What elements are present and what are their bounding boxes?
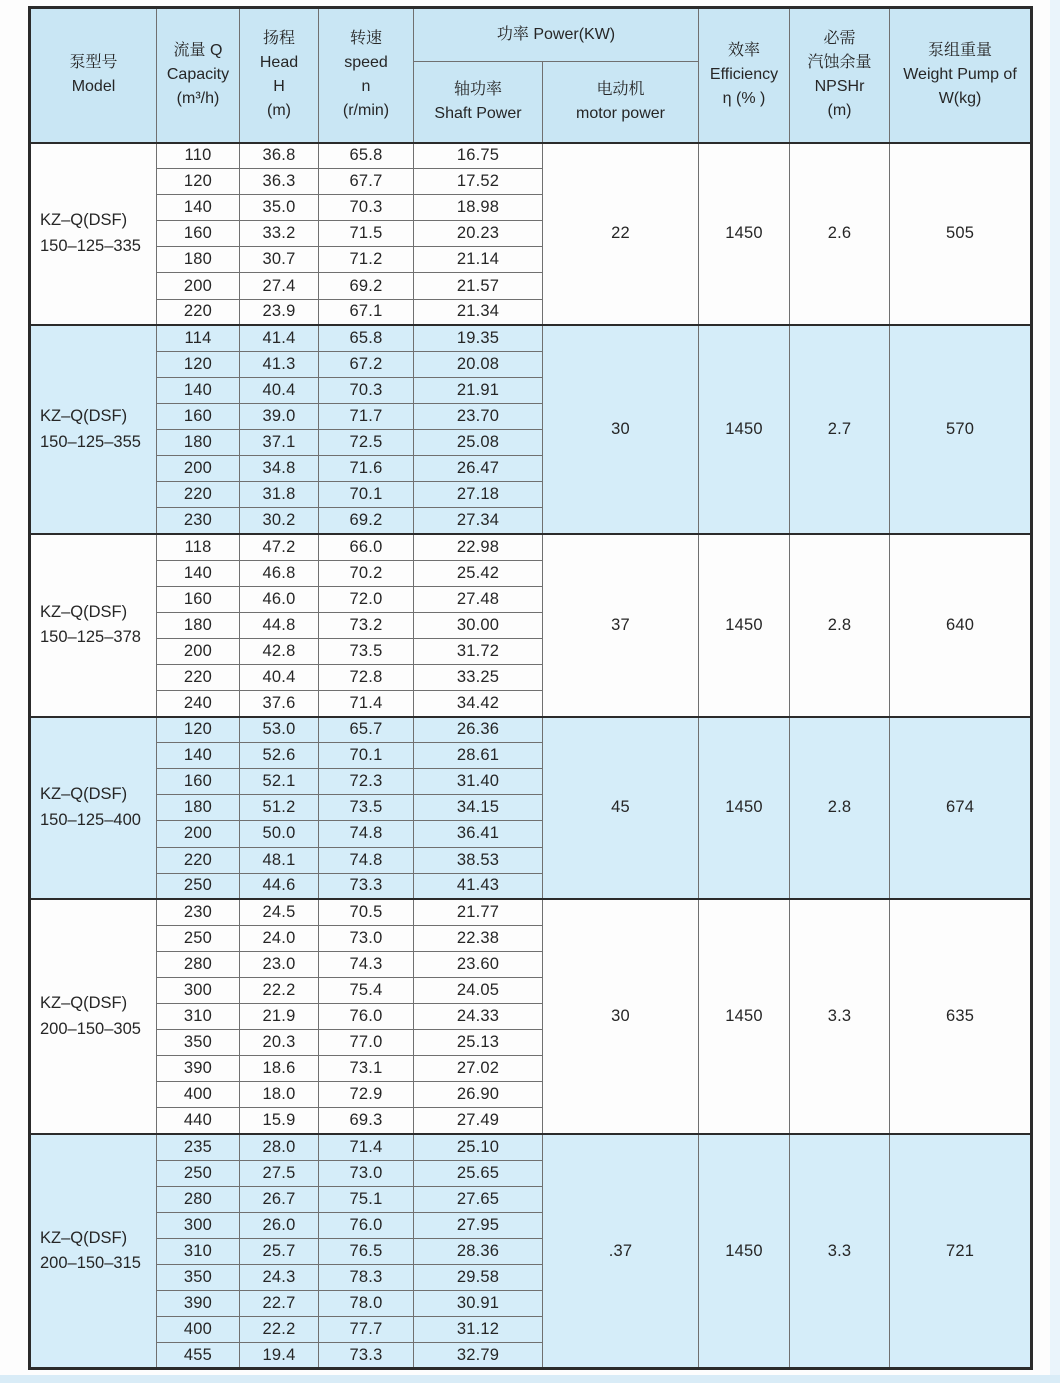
head-cell: 22.2 bbox=[240, 978, 319, 1004]
head-cell: 33.2 bbox=[240, 221, 319, 247]
speed-cell: 71.4 bbox=[319, 1134, 414, 1160]
col-header-head-line: 扬程 bbox=[262, 30, 295, 48]
shaft-power-cell: 28.36 bbox=[414, 1238, 543, 1264]
capacity-cell: 250 bbox=[157, 925, 240, 951]
model-cell-line: 150–125–355 bbox=[40, 432, 141, 451]
col-header-head-line: (m) bbox=[267, 102, 291, 120]
capacity-cell: 240 bbox=[157, 690, 240, 716]
efficiency-cell: 1450 bbox=[699, 717, 790, 900]
col-header-model bbox=[30, 8, 157, 143]
shaft-power-cell: 27.18 bbox=[414, 482, 543, 508]
shaft-power-cell: 23.70 bbox=[414, 403, 543, 429]
npshr-cell: 3.3 bbox=[790, 1134, 890, 1369]
shaft-power-cell: 27.95 bbox=[414, 1212, 543, 1238]
capacity-cell: 180 bbox=[157, 247, 240, 273]
shaft-power-cell: 25.08 bbox=[414, 430, 543, 456]
speed-cell: 77.0 bbox=[319, 1030, 414, 1056]
model-cell bbox=[30, 717, 157, 900]
col-header-npshr-line: (m) bbox=[827, 102, 852, 120]
head-cell: 42.8 bbox=[240, 638, 319, 664]
head-cell: 44.6 bbox=[240, 873, 319, 899]
col-header-speed-line: (r/min) bbox=[342, 102, 390, 120]
weight-cell: 674 bbox=[890, 717, 1032, 900]
capacity-cell: 140 bbox=[157, 377, 240, 403]
model-cell bbox=[30, 143, 157, 326]
speed-cell: 73.1 bbox=[319, 1056, 414, 1082]
shaft-power-cell: 25.13 bbox=[414, 1030, 543, 1056]
head-cell: 50.0 bbox=[240, 821, 319, 847]
capacity-cell: 300 bbox=[157, 978, 240, 1004]
col-header-model-line: 泵型号 bbox=[69, 54, 118, 72]
head-cell: 53.0 bbox=[240, 717, 319, 743]
head-cell: 35.0 bbox=[240, 195, 319, 221]
col-header-shaft-power bbox=[414, 62, 543, 143]
table-row bbox=[30, 325, 1032, 351]
col-header-motor-power bbox=[543, 62, 699, 143]
capacity-cell: 400 bbox=[157, 1082, 240, 1108]
shaft-power-cell: 36.41 bbox=[414, 821, 543, 847]
capacity-cell: 220 bbox=[157, 482, 240, 508]
npshr-cell: 2.8 bbox=[790, 534, 890, 717]
head-cell: 21.9 bbox=[240, 1004, 319, 1030]
col-header-capacity bbox=[157, 8, 240, 143]
motor-power-cell: .37 bbox=[543, 1134, 699, 1369]
capacity-cell: 455 bbox=[157, 1343, 240, 1369]
head-cell: 44.8 bbox=[240, 612, 319, 638]
shaft-power-cell: 27.34 bbox=[414, 508, 543, 534]
npshr-cell: 3.3 bbox=[790, 899, 890, 1134]
shaft-power-cell: 20.08 bbox=[414, 351, 543, 377]
capacity-cell: 200 bbox=[157, 273, 240, 299]
shaft-power-cell: 21.57 bbox=[414, 273, 543, 299]
speed-cell: 73.5 bbox=[319, 795, 414, 821]
model-cell-line: 200–150–305 bbox=[40, 1019, 141, 1038]
shaft-power-cell: 27.65 bbox=[414, 1186, 543, 1212]
speed-cell: 70.2 bbox=[319, 560, 414, 586]
weight-cell: 635 bbox=[890, 899, 1032, 1134]
capacity-cell: 160 bbox=[157, 221, 240, 247]
speed-cell: 74.8 bbox=[319, 847, 414, 873]
col-header-speed-line: speed bbox=[344, 54, 388, 72]
head-cell: 18.0 bbox=[240, 1082, 319, 1108]
head-cell: 22.2 bbox=[240, 1317, 319, 1343]
capacity-cell: 235 bbox=[157, 1134, 240, 1160]
table-header bbox=[30, 8, 1032, 143]
npshr-cell: 2.7 bbox=[790, 325, 890, 534]
col-header-head-line: Head bbox=[259, 54, 299, 72]
shaft-power-cell: 20.23 bbox=[414, 221, 543, 247]
shaft-power-cell: 26.47 bbox=[414, 456, 543, 482]
capacity-cell: 440 bbox=[157, 1108, 240, 1134]
capacity-cell: 180 bbox=[157, 612, 240, 638]
shaft-power-cell: 22.98 bbox=[414, 534, 543, 560]
speed-cell: 70.1 bbox=[319, 743, 414, 769]
capacity-cell: 120 bbox=[157, 717, 240, 743]
model-cell-line: KZ–Q(DSF) bbox=[40, 602, 128, 621]
model-cell-line: KZ–Q(DSF) bbox=[40, 994, 128, 1013]
shaft-power-cell: 31.12 bbox=[414, 1317, 543, 1343]
speed-cell: 70.5 bbox=[319, 899, 414, 925]
speed-cell: 78.0 bbox=[319, 1291, 414, 1317]
shaft-power-cell: 21.77 bbox=[414, 899, 543, 925]
col-header-npshr-line: 汽蚀余量 bbox=[807, 54, 872, 72]
speed-cell: 76.5 bbox=[319, 1238, 414, 1264]
capacity-cell: 220 bbox=[157, 664, 240, 690]
shaft-power-cell: 19.35 bbox=[414, 325, 543, 351]
shaft-power-cell: 34.15 bbox=[414, 795, 543, 821]
speed-cell: 67.7 bbox=[319, 169, 414, 195]
speed-cell: 74.8 bbox=[319, 821, 414, 847]
col-header-capacity-line: (m³/h) bbox=[176, 90, 220, 108]
weight-cell: 570 bbox=[890, 325, 1032, 534]
shaft-power-cell: 27.02 bbox=[414, 1056, 543, 1082]
capacity-cell: 280 bbox=[157, 1186, 240, 1212]
head-cell: 47.2 bbox=[240, 534, 319, 560]
shaft-power-cell: 38.53 bbox=[414, 847, 543, 873]
speed-cell: 67.2 bbox=[319, 351, 414, 377]
col-header-weight-line: W(kg) bbox=[938, 90, 982, 108]
shaft-power-cell: 41.43 bbox=[414, 873, 543, 899]
shaft-power-cell: 29.58 bbox=[414, 1265, 543, 1291]
capacity-cell: 110 bbox=[157, 143, 240, 169]
head-cell: 34.8 bbox=[240, 456, 319, 482]
capacity-cell: 350 bbox=[157, 1265, 240, 1291]
head-cell: 27.5 bbox=[240, 1160, 319, 1186]
header-row bbox=[30, 8, 1032, 62]
speed-cell: 70.3 bbox=[319, 377, 414, 403]
speed-cell: 72.3 bbox=[319, 769, 414, 795]
speed-cell: 72.5 bbox=[319, 430, 414, 456]
motor-power-cell: 45 bbox=[543, 717, 699, 900]
weight-cell: 640 bbox=[890, 534, 1032, 717]
weight-cell: 505 bbox=[890, 143, 1032, 326]
shaft-power-cell: 16.75 bbox=[414, 143, 543, 169]
col-header-shaft-power-line: 轴功率 bbox=[453, 80, 502, 98]
head-cell: 24.0 bbox=[240, 925, 319, 951]
weight-cell: 721 bbox=[890, 1134, 1032, 1369]
head-cell: 24.3 bbox=[240, 1265, 319, 1291]
head-cell: 27.4 bbox=[240, 273, 319, 299]
npshr-cell: 2.6 bbox=[790, 143, 890, 326]
head-cell: 31.8 bbox=[240, 482, 319, 508]
model-cell-line: 200–150–315 bbox=[40, 1254, 141, 1273]
col-header-head bbox=[240, 8, 319, 143]
pump-spec-table bbox=[28, 6, 1033, 1370]
head-cell: 51.2 bbox=[240, 795, 319, 821]
capacity-cell: 120 bbox=[157, 351, 240, 377]
speed-cell: 65.8 bbox=[319, 325, 414, 351]
shaft-power-cell: 26.90 bbox=[414, 1082, 543, 1108]
capacity-cell: 160 bbox=[157, 586, 240, 612]
shaft-power-cell: 32.79 bbox=[414, 1343, 543, 1369]
speed-cell: 71.7 bbox=[319, 403, 414, 429]
shaft-power-cell: 26.36 bbox=[414, 717, 543, 743]
capacity-cell: 114 bbox=[157, 325, 240, 351]
head-cell: 25.7 bbox=[240, 1238, 319, 1264]
speed-cell: 70.3 bbox=[319, 195, 414, 221]
shaft-power-cell: 33.25 bbox=[414, 664, 543, 690]
speed-cell: 76.0 bbox=[319, 1212, 414, 1238]
speed-cell: 71.2 bbox=[319, 247, 414, 273]
capacity-cell: 310 bbox=[157, 1238, 240, 1264]
table-body bbox=[30, 143, 1032, 1369]
col-header-head-line: H bbox=[273, 78, 285, 96]
speed-cell: 76.0 bbox=[319, 1004, 414, 1030]
head-cell: 28.0 bbox=[240, 1134, 319, 1160]
speed-cell: 73.2 bbox=[319, 612, 414, 638]
efficiency-cell: 1450 bbox=[699, 899, 790, 1134]
model-cell-line: KZ–Q(DSF) bbox=[40, 1228, 128, 1247]
efficiency-cell: 1450 bbox=[699, 143, 790, 326]
head-cell: 26.0 bbox=[240, 1212, 319, 1238]
col-header-weight-line: Weight Pump of bbox=[903, 66, 1017, 84]
capacity-cell: 390 bbox=[157, 1056, 240, 1082]
shaft-power-cell: 24.33 bbox=[414, 1004, 543, 1030]
col-header-npshr-line: 必需 bbox=[823, 30, 856, 48]
speed-cell: 73.0 bbox=[319, 925, 414, 951]
shaft-power-cell: 24.05 bbox=[414, 978, 543, 1004]
speed-cell: 72.8 bbox=[319, 664, 414, 690]
table-row bbox=[30, 1134, 1032, 1160]
col-header-speed-line: n bbox=[361, 78, 371, 96]
speed-cell: 72.9 bbox=[319, 1082, 414, 1108]
head-cell: 22.7 bbox=[240, 1291, 319, 1317]
speed-cell: 66.0 bbox=[319, 534, 414, 560]
bottom-margin-strip bbox=[0, 1375, 1060, 1383]
speed-cell: 74.3 bbox=[319, 951, 414, 977]
speed-cell: 69.2 bbox=[319, 273, 414, 299]
speed-cell: 72.0 bbox=[319, 586, 414, 612]
col-header-motor-power-line: motor power bbox=[576, 104, 665, 122]
shaft-power-cell: 21.34 bbox=[414, 299, 543, 325]
col-header-weight bbox=[890, 8, 1032, 143]
right-margin-strip bbox=[1050, 0, 1060, 1383]
head-cell: 41.4 bbox=[240, 325, 319, 351]
capacity-cell: 250 bbox=[157, 873, 240, 899]
head-cell: 52.6 bbox=[240, 743, 319, 769]
speed-cell: 73.0 bbox=[319, 1160, 414, 1186]
capacity-cell: 200 bbox=[157, 456, 240, 482]
col-header-model-line: Model bbox=[71, 78, 116, 96]
head-cell: 30.7 bbox=[240, 247, 319, 273]
head-cell: 24.5 bbox=[240, 899, 319, 925]
head-cell: 19.4 bbox=[240, 1343, 319, 1369]
table-row bbox=[30, 534, 1032, 560]
shaft-power-cell: 31.40 bbox=[414, 769, 543, 795]
col-header-npshr-line: NPSHr bbox=[814, 78, 865, 96]
capacity-cell: 220 bbox=[157, 847, 240, 873]
motor-power-cell: 30 bbox=[543, 325, 699, 534]
head-cell: 41.3 bbox=[240, 351, 319, 377]
shaft-power-cell: 18.98 bbox=[414, 195, 543, 221]
col-header-motor-power-line: 电动机 bbox=[596, 80, 645, 98]
motor-power-cell: 30 bbox=[543, 899, 699, 1134]
model-cell bbox=[30, 534, 157, 717]
capacity-cell: 220 bbox=[157, 299, 240, 325]
speed-cell: 75.4 bbox=[319, 978, 414, 1004]
table-row bbox=[30, 143, 1032, 169]
capacity-cell: 120 bbox=[157, 169, 240, 195]
npshr-cell: 2.8 bbox=[790, 717, 890, 900]
shaft-power-cell: 22.38 bbox=[414, 925, 543, 951]
speed-cell: 71.6 bbox=[319, 456, 414, 482]
shaft-power-cell: 17.52 bbox=[414, 169, 543, 195]
col-header-speed bbox=[319, 8, 414, 143]
shaft-power-cell: 31.72 bbox=[414, 638, 543, 664]
head-cell: 52.1 bbox=[240, 769, 319, 795]
col-header-speed-line: 转速 bbox=[349, 30, 382, 48]
speed-cell: 77.7 bbox=[319, 1317, 414, 1343]
head-cell: 46.8 bbox=[240, 560, 319, 586]
model-cell bbox=[30, 899, 157, 1134]
capacity-cell: 310 bbox=[157, 1004, 240, 1030]
efficiency-cell: 1450 bbox=[699, 534, 790, 717]
col-header-efficiency bbox=[699, 8, 790, 143]
speed-cell: 69.2 bbox=[319, 508, 414, 534]
head-cell: 18.6 bbox=[240, 1056, 319, 1082]
capacity-cell: 118 bbox=[157, 534, 240, 560]
head-cell: 48.1 bbox=[240, 847, 319, 873]
shaft-power-cell: 27.48 bbox=[414, 586, 543, 612]
speed-cell: 78.3 bbox=[319, 1265, 414, 1291]
head-cell: 23.9 bbox=[240, 299, 319, 325]
head-cell: 30.2 bbox=[240, 508, 319, 534]
col-header-efficiency-line: 效率 bbox=[728, 42, 761, 60]
model-cell-line: KZ–Q(DSF) bbox=[40, 211, 128, 230]
head-cell: 37.1 bbox=[240, 430, 319, 456]
col-header-power-group: 功率 Power(KW) bbox=[414, 8, 699, 62]
col-header-shaft-power-line: Shaft Power bbox=[434, 104, 522, 122]
model-cell-line: KZ–Q(DSF) bbox=[40, 785, 128, 804]
col-header-weight-line: 泵组重量 bbox=[928, 42, 993, 60]
model-cell bbox=[30, 1134, 157, 1369]
capacity-cell: 300 bbox=[157, 1212, 240, 1238]
shaft-power-cell: 28.61 bbox=[414, 743, 543, 769]
capacity-cell: 180 bbox=[157, 430, 240, 456]
head-cell: 46.0 bbox=[240, 586, 319, 612]
speed-cell: 71.4 bbox=[319, 690, 414, 716]
efficiency-cell: 1450 bbox=[699, 1134, 790, 1369]
head-cell: 26.7 bbox=[240, 1186, 319, 1212]
efficiency-cell: 1450 bbox=[699, 325, 790, 534]
head-cell: 36.3 bbox=[240, 169, 319, 195]
head-cell: 37.6 bbox=[240, 690, 319, 716]
capacity-cell: 230 bbox=[157, 899, 240, 925]
capacity-cell: 160 bbox=[157, 769, 240, 795]
shaft-power-cell: 30.00 bbox=[414, 612, 543, 638]
head-cell: 39.0 bbox=[240, 403, 319, 429]
capacity-cell: 350 bbox=[157, 1030, 240, 1056]
motor-power-cell: 37 bbox=[543, 534, 699, 717]
capacity-cell: 140 bbox=[157, 743, 240, 769]
model-cell bbox=[30, 325, 157, 534]
head-cell: 40.4 bbox=[240, 377, 319, 403]
shaft-power-cell: 21.14 bbox=[414, 247, 543, 273]
capacity-cell: 140 bbox=[157, 560, 240, 586]
speed-cell: 71.5 bbox=[319, 221, 414, 247]
col-header-npshr bbox=[790, 8, 890, 143]
head-cell: 15.9 bbox=[240, 1108, 319, 1134]
speed-cell: 73.3 bbox=[319, 873, 414, 899]
shaft-power-cell: 21.91 bbox=[414, 377, 543, 403]
shaft-power-cell: 30.91 bbox=[414, 1291, 543, 1317]
col-header-capacity-line: 流量 Q bbox=[173, 42, 223, 60]
table-row bbox=[30, 899, 1032, 925]
speed-cell: 67.1 bbox=[319, 299, 414, 325]
capacity-cell: 390 bbox=[157, 1291, 240, 1317]
shaft-power-cell: 25.65 bbox=[414, 1160, 543, 1186]
capacity-cell: 280 bbox=[157, 951, 240, 977]
speed-cell: 70.1 bbox=[319, 482, 414, 508]
shaft-power-cell: 25.10 bbox=[414, 1134, 543, 1160]
capacity-cell: 200 bbox=[157, 821, 240, 847]
speed-cell: 73.5 bbox=[319, 638, 414, 664]
speed-cell: 65.8 bbox=[319, 143, 414, 169]
capacity-cell: 180 bbox=[157, 795, 240, 821]
capacity-cell: 230 bbox=[157, 508, 240, 534]
shaft-power-cell: 25.42 bbox=[414, 560, 543, 586]
capacity-cell: 200 bbox=[157, 638, 240, 664]
shaft-power-cell: 34.42 bbox=[414, 690, 543, 716]
model-cell-line: 150–125–335 bbox=[40, 236, 141, 255]
model-cell-line: 150–125–378 bbox=[40, 628, 141, 647]
speed-cell: 73.3 bbox=[319, 1343, 414, 1369]
col-header-efficiency-line: Efficiency bbox=[709, 66, 779, 84]
col-header-capacity-line: Capacity bbox=[166, 66, 230, 84]
speed-cell: 65.7 bbox=[319, 717, 414, 743]
col-header-efficiency-line: η (% ) bbox=[722, 90, 766, 108]
head-cell: 20.3 bbox=[240, 1030, 319, 1056]
capacity-cell: 160 bbox=[157, 403, 240, 429]
capacity-cell: 140 bbox=[157, 195, 240, 221]
head-cell: 40.4 bbox=[240, 664, 319, 690]
shaft-power-cell: 27.49 bbox=[414, 1108, 543, 1134]
model-cell-line: 150–125–400 bbox=[40, 810, 141, 829]
model-cell-line: KZ–Q(DSF) bbox=[40, 406, 128, 425]
speed-cell: 69.3 bbox=[319, 1108, 414, 1134]
motor-power-cell: 22 bbox=[543, 143, 699, 326]
head-cell: 23.0 bbox=[240, 951, 319, 977]
speed-cell: 75.1 bbox=[319, 1186, 414, 1212]
head-cell: 36.8 bbox=[240, 143, 319, 169]
capacity-cell: 250 bbox=[157, 1160, 240, 1186]
table-row bbox=[30, 717, 1032, 743]
capacity-cell: 400 bbox=[157, 1317, 240, 1343]
shaft-power-cell: 23.60 bbox=[414, 951, 543, 977]
